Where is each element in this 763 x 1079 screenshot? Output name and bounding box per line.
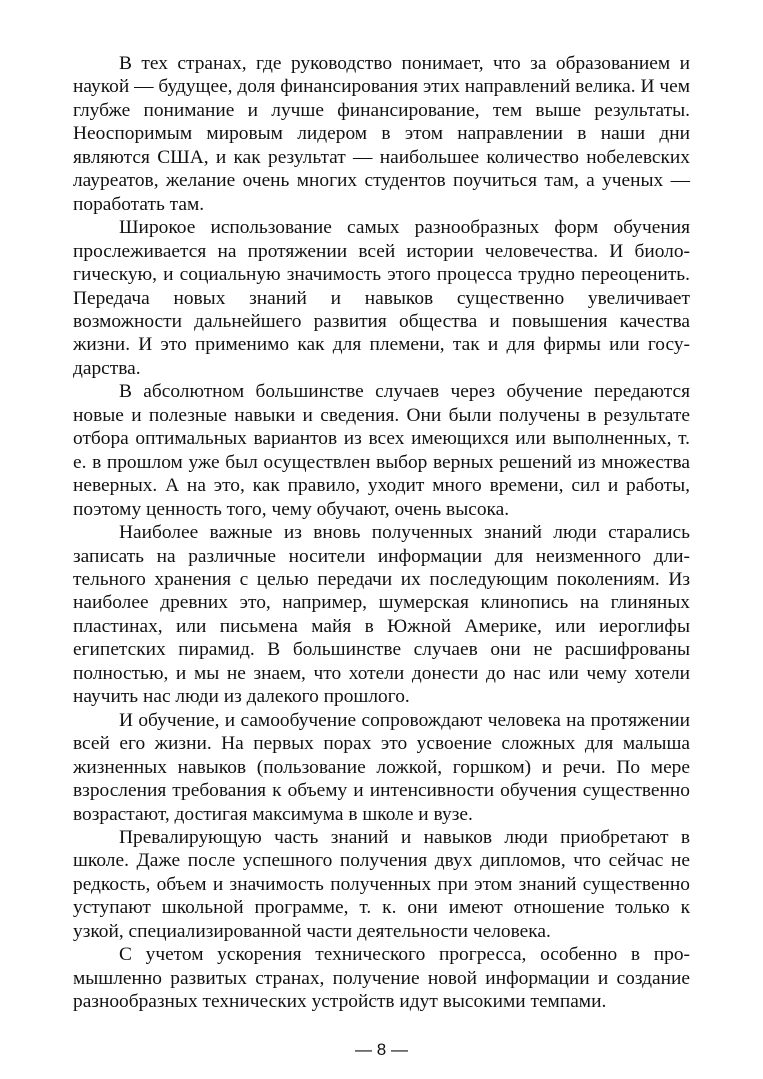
paragraph-5: И обучение, и самообучение сопровождают человека на протяжении всей его жизни. На первых порах это усвоение сложных для малыша жизненных навыков (пользование ложкой, горшком) и речи. По мере взросления требования к объему и интенсивности обучения существенно возрастают, достигая максимума в школе и вузе. (73, 709, 690, 825)
paragraph-3: В абсолютном большинстве случаев через обучение передаются новые и полезные навыки и сведения. Они были получены в результате отбора оптимальных вариантов из всех имеющихся или выполненных, т. е. в прошлом уже был осуществлен выбор верных решений из множества неверных. А на это, как правило, уходит много времени, сил и работы, поэтому ценность того, чему обучают, очень высока. (73, 381, 690, 520)
paragraph-4: Наиболее важные из вновь полученных знаний люди старались записать на различные носители информации для неизменного длительного хранения с целью передачи их последующим поколениям. Из наиболее древних это, например, шумерская клинопись на глиняных пластинах, или письмена майя в Южной Америке, или иероглифы египетских пирамид. В большинстве случаев они не расшифрованы полностью, и мы не знаем, что хотели донести до нас или чему хотели научить нас люди из далекого прошлого. (73, 522, 690, 708)
paragraph-6: Превалирующую часть знаний и навыков люди приобретают в школе. Даже после успешного получения двух дипломов, что сейчас не редкость, объем и значимость полученных при этом знаний существенно уступают школьной программе, т. к. они имеют отношение только к узкой, специализированной части деятельности человека. (73, 826, 690, 942)
paragraph-7: С учетом ускорения технического прогресса, особенно в промышленно развитых странах, получение новой информации и создание разнообразных технических устройств идут высокими темпами. (73, 944, 690, 1013)
page-number: — 8 — (355, 1040, 408, 1059)
paragraph-1: В тех странах, где руководство понимает, что за образованием и наукой — будущее, доля финансирования этих направлений велика. И чем глубже понимание и лучше финансирование, тем выше результаты. Неоспоримым мировым лидером в этом направлении в наши дни являются США, и как результат — наибольшее количество нобелевских лауреатов, желание очень многих студентов поучиться там, а ученых — поработать там. (73, 53, 690, 215)
page-body (73, 52, 690, 1014)
paragraph-2: Широкое использование самых разнообразных форм обучения прослеживается на протяжении всей истории человечества. И биологическую, и социальную значимость этого процесса трудно переоценить. Передача новых знаний и навыков существенно увеличивает возможности дальнейшего развития общества и повышения качества жизни. И это применимо как для племени, так и для фирмы или государства. (73, 217, 690, 379)
